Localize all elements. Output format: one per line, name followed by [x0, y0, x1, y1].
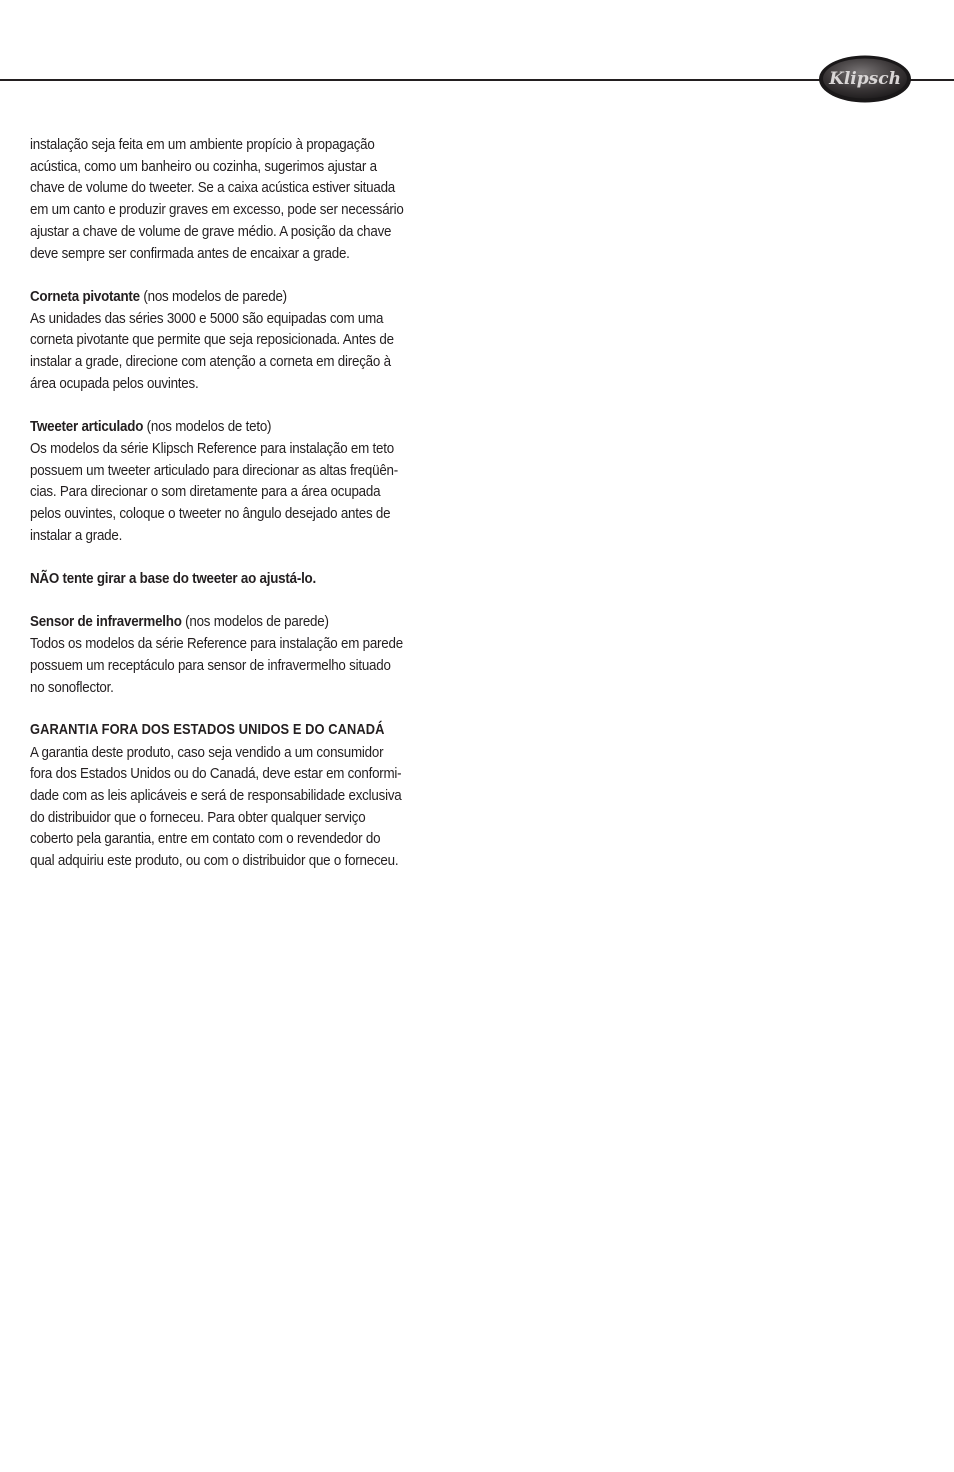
- tweeter-warning: NÃO tente girar a base do tweeter ao ajustá-lo.: [30, 570, 316, 588]
- corneta-heading: Corneta pivotante: [30, 287, 140, 305]
- sensor-section: Sensor de infravermelho (nos modelos de parede) Todos os modelos da série Reference para instalação em parede possuem um receptáculo para sensor de infravermelho situado no sonoflector.: [30, 613, 403, 696]
- warning-paragraph: [30, 568, 488, 590]
- garantia-heading: GARANTIA FORA DOS ESTADOS UNIDOS E DO CANADÁ: [30, 721, 385, 738]
- document-body: [30, 134, 488, 894]
- tweeter-qualifier: (nos modelos de teto): [143, 418, 272, 436]
- tweeter-heading: Tweeter articulado: [30, 418, 144, 436]
- klipsch-logo: [818, 54, 912, 104]
- intro-paragraph: instalação seja feita em um ambiente propício à propagação acústica, como um banheiro ou cozinha, sugerimos ajustar a chave de volume do tweeter. Se a caixa acústica estiver situada em um canto e produzir graves em excesso, pode ser necessário ajustar a chave de volume de grave médio. A posição da chave deve sempre ser confirmada antes de encaixar a grade.: [30, 136, 404, 262]
- logo-wordmark: Klipsch: [829, 69, 901, 89]
- header-rule: [0, 79, 954, 81]
- sensor-qualifier: (nos modelos de parede): [181, 613, 329, 631]
- garantia-section: GARANTIA FORA DOS ESTADOS UNIDOS E DO CANADÁ A garantia deste produto, caso seja vendido a um consumidor fora dos Estados Unidos ou do Canadá, deve estar em conformi- dade com as leis aplicáveis e será de responsabilidade exclusiva do distribuidor que o forneceu. Para obter qualquer serviço coberto pela garantia, entre em contato com o revendedor do qual adquiriu este produto, ou com o distribuidor que o forneceu.: [30, 720, 488, 872]
- tweeter-section: Tweeter articulado (nos modelos de teto) Os modelos da série Klipsch Reference para instalação em teto possuem um tweeter articulado para direcionar as altas freqüên- cias. Para direcionar o som diretamente para a área ocupada pelos ouvintes, coloque o tweeter no ângulo desejado antes de instalar a grade.: [30, 418, 398, 544]
- corneta-section: Corneta pivotante (nos modelos de parede) As unidades das séries 3000 e 5000 são equipadas com uma corneta pivotante que permite que seja reposicionada. Antes de instalar a grade, direcione com atenção a corneta em direção à área ocupada pelos ouvintes.: [30, 287, 394, 392]
- corneta-qualifier: (nos modelos de parede): [139, 287, 287, 305]
- sensor-heading: Sensor de infravermelho: [30, 613, 182, 631]
